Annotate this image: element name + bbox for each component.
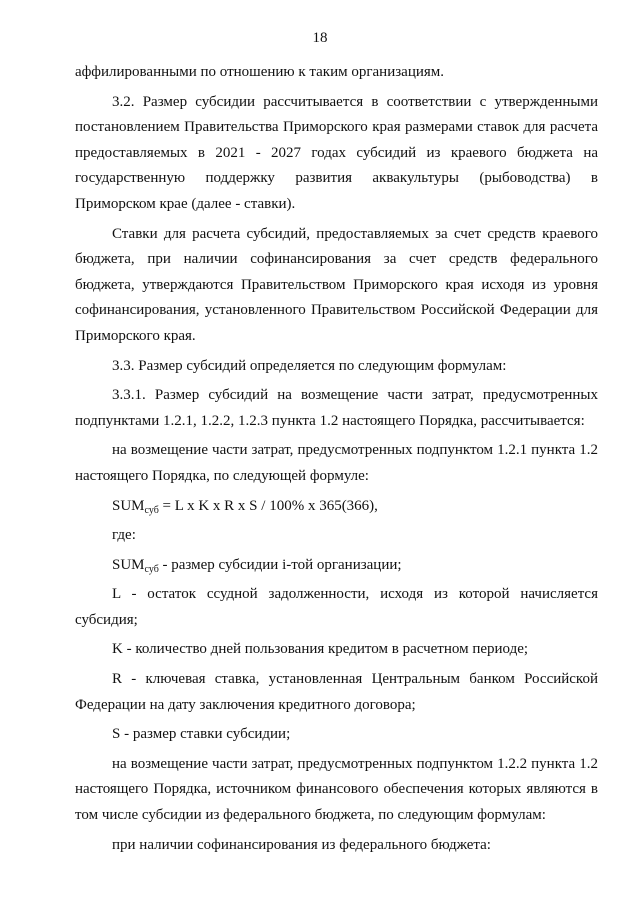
formula-sum: SUM (112, 497, 145, 514)
where-label: где: (112, 527, 136, 544)
document-body (75, 60, 598, 858)
definition-sum-text: - размер субсидии i-той организации; (158, 556, 402, 573)
page-number: 18 (312, 30, 328, 46)
definition-r: R - ключевая ставка, установленная Центральным банком Российской Федерации на дату заключения кредитного договора; (75, 671, 598, 713)
definition-sum-symbol: SUM (112, 556, 145, 573)
paragraph-cofinancing: при наличии софинансирования из федерального бюджета: (112, 836, 491, 853)
definition-s: S - размер ставки субсидии; (112, 726, 291, 743)
formula-expression: = L x K x R x S / 100% x 365(366), (158, 497, 378, 514)
definition-sum-subscript: суб (144, 563, 159, 575)
paragraph-rates: Ставки для расчета субсидий, предоставляемых за счет средств краевого бюджета, при наличии софинансирования за счет средств федерального бюджета, утверждаются Правительством Приморского края исходя из уровня софинансирования, установленного Правительством Российской Федерации для Приморского края. (75, 225, 598, 344)
definition-k: K - количество дней пользования кредитом в расчетном периоде; (112, 641, 529, 658)
paragraph-continuation: аффилированными по отношению к таким организациям. (75, 64, 445, 80)
formula-line (75, 494, 598, 520)
paragraph-1-2-2: на возмещение части затрат, предусмотренных подпунктом 1.2.2 пункта 1.2 настоящего Порядка, источником финансового обеспечения которых являются в том числе субсидии из федерального бюджета, по следующим формулам: (75, 755, 598, 824)
paragraph-3-3: 3.3. Размер субсидий определяется по следующим формулам: (112, 357, 507, 374)
paragraph-3-3-1: 3.3.1. Размер субсидий на возмещение части затрат, предусмотренных подпунктами 1.2.1, 1.2.2, 1.2.3 пункта 1.2 настоящего Порядка, рассчитывается: (75, 387, 598, 429)
definition-l: L - остаток ссудной задолженности, исходя из которой начисляется субсидия; (75, 586, 598, 628)
paragraph-3-2: 3.2. Размер субсидии рассчитывается в соответствии с утвержденными постановлением Правительства Приморского края размерами ставок для расчета предоставляемых в 2021 - 2027 годах субсидий из краевого бюджета на государственную поддержку развития аквакультуры (рыбоводства) в Приморском крае (далее - ставки). (75, 93, 598, 212)
definition-sum (75, 553, 598, 579)
formula-subscript: суб (144, 504, 159, 516)
paragraph-1-2-1: на возмещение части затрат, предусмотренных подпунктом 1.2.1 пункта 1.2 настоящего Порядка, по следующей формуле: (75, 442, 598, 484)
